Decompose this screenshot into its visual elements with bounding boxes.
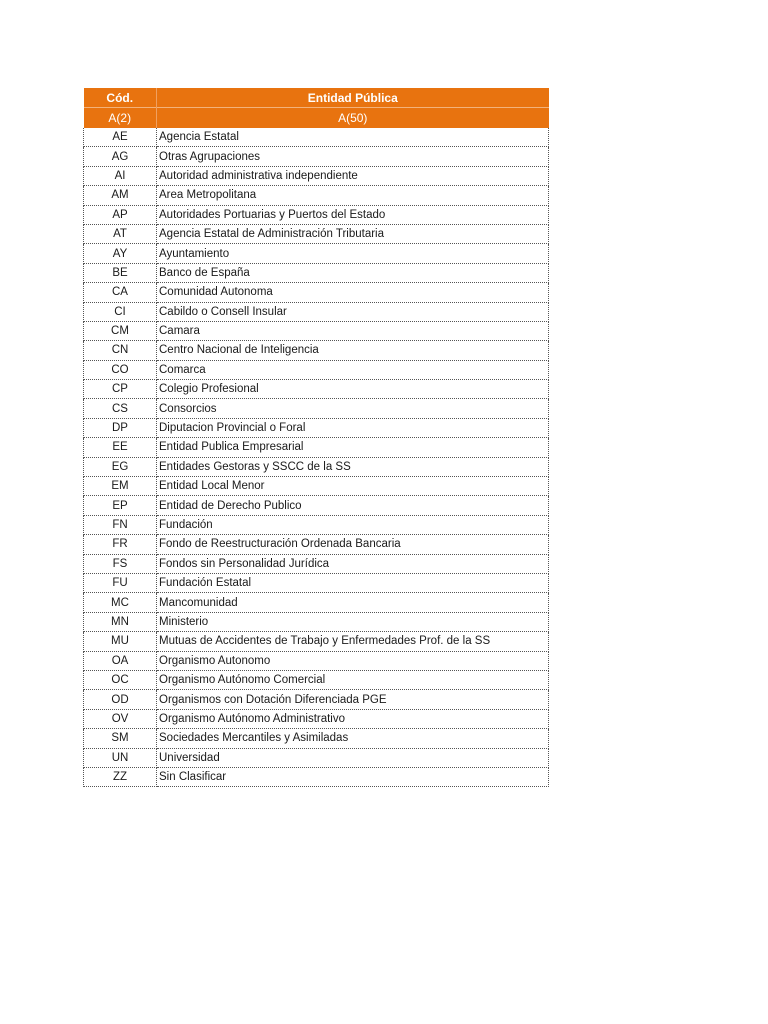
row-code-cell: AI — [84, 166, 157, 185]
row-code-cell: MN — [84, 612, 157, 631]
row-name-cell: Ministerio — [157, 612, 549, 631]
row-name-cell: Camara — [157, 321, 549, 340]
table-row — [84, 767, 549, 786]
row-name-cell: Entidades Gestoras y SSCC de la SS — [157, 457, 549, 476]
row-code-cell: AT — [84, 224, 157, 243]
table-row — [84, 690, 549, 709]
row-name-cell: Centro Nacional de Inteligencia — [157, 341, 549, 360]
table-row — [84, 612, 549, 631]
table-row — [84, 515, 549, 534]
table-row — [84, 438, 549, 457]
row-code-cell: CS — [84, 399, 157, 418]
row-code-cell: CP — [84, 380, 157, 399]
table-row — [84, 166, 549, 185]
table-row — [84, 244, 549, 263]
row-code-cell: FN — [84, 515, 157, 534]
table-row — [84, 651, 549, 670]
row-name-cell: Fondo de Reestructuración Ordenada Bancaria — [157, 535, 549, 554]
row-name-cell: Entidad Local Menor — [157, 477, 549, 496]
row-name-cell: Organismos con Dotación Diferenciada PGE — [157, 690, 549, 709]
table-row — [84, 748, 549, 767]
row-name-cell: Entidad de Derecho Publico — [157, 496, 549, 515]
subheader-row — [84, 108, 549, 129]
row-code-cell: UN — [84, 748, 157, 767]
table-row — [84, 360, 549, 379]
table-row — [84, 632, 549, 651]
row-name-cell: Agencia Estatal — [157, 128, 549, 147]
table-row — [84, 477, 549, 496]
row-code-cell: AE — [84, 128, 157, 147]
row-code-cell: DP — [84, 418, 157, 437]
table-row — [84, 321, 549, 340]
row-name-cell: Autoridad administrativa independiente — [157, 166, 549, 185]
table-row — [84, 573, 549, 592]
row-name-cell: Mancomunidad — [157, 593, 549, 612]
row-code-cell: EG — [84, 457, 157, 476]
entity-code-table-container — [83, 88, 548, 787]
header-name: Entidad Pública — [157, 88, 549, 108]
row-name-cell: Agencia Estatal de Administración Tributaria — [157, 224, 549, 243]
row-name-cell: Sin Clasificar — [157, 767, 549, 786]
table-header — [84, 88, 549, 128]
row-code-cell: MU — [84, 632, 157, 651]
table-row — [84, 593, 549, 612]
row-name-cell: Organismo Autónomo Administrativo — [157, 709, 549, 728]
row-name-cell: Fundación — [157, 515, 549, 534]
row-name-cell: Otras Agrupaciones — [157, 147, 549, 166]
table-body — [84, 128, 549, 787]
table-row — [84, 128, 549, 147]
table-row — [84, 729, 549, 748]
row-code-cell: OV — [84, 709, 157, 728]
row-name-cell: Consorcios — [157, 399, 549, 418]
row-name-cell: Colegio Profesional — [157, 380, 549, 399]
row-name-cell: Sociedades Mercantiles y Asimiladas — [157, 729, 549, 748]
row-name-cell: Cabildo o Consell Insular — [157, 302, 549, 321]
row-code-cell: AG — [84, 147, 157, 166]
row-code-cell: OD — [84, 690, 157, 709]
row-code-cell: FR — [84, 535, 157, 554]
row-code-cell: AM — [84, 186, 157, 205]
row-code-cell: AP — [84, 205, 157, 224]
row-name-cell: Universidad — [157, 748, 549, 767]
table-row — [84, 670, 549, 689]
table-row — [84, 186, 549, 205]
table-row — [84, 418, 549, 437]
table-row — [84, 496, 549, 515]
row-code-cell: AY — [84, 244, 157, 263]
entity-code-table — [83, 88, 549, 787]
row-code-cell: FS — [84, 554, 157, 573]
row-code-cell: CM — [84, 321, 157, 340]
row-name-cell: Organismo Autónomo Comercial — [157, 670, 549, 689]
table-row — [84, 302, 549, 321]
row-name-cell: Banco de España — [157, 263, 549, 282]
row-code-cell: FU — [84, 573, 157, 592]
row-code-cell: CO — [84, 360, 157, 379]
row-name-cell: Entidad Publica Empresarial — [157, 438, 549, 457]
table-row — [84, 380, 549, 399]
row-name-cell: Comunidad Autonoma — [157, 283, 549, 302]
row-code-cell: OA — [84, 651, 157, 670]
table-row — [84, 709, 549, 728]
row-name-cell: Fondos sin Personalidad Jurídica — [157, 554, 549, 573]
table-row — [84, 224, 549, 243]
row-name-cell: Comarca — [157, 360, 549, 379]
row-code-cell: SM — [84, 729, 157, 748]
row-code-cell: EP — [84, 496, 157, 515]
header-code: Cód. — [84, 88, 157, 108]
row-name-cell: Fundación Estatal — [157, 573, 549, 592]
subheader-code-format: A(2) — [84, 108, 157, 129]
row-name-cell: Autoridades Portuarias y Puertos del Estado — [157, 205, 549, 224]
row-name-cell: Ayuntamiento — [157, 244, 549, 263]
table-row — [84, 399, 549, 418]
row-code-cell: ZZ — [84, 767, 157, 786]
header-row — [84, 88, 549, 108]
table-row — [84, 554, 549, 573]
row-code-cell: CA — [84, 283, 157, 302]
row-code-cell: CN — [84, 341, 157, 360]
table-row — [84, 283, 549, 302]
row-name-cell: Organismo Autonomo — [157, 651, 549, 670]
table-row — [84, 341, 549, 360]
table-row — [84, 147, 549, 166]
row-code-cell: MC — [84, 593, 157, 612]
table-row — [84, 263, 549, 282]
row-code-cell: EM — [84, 477, 157, 496]
row-name-cell: Mutuas de Accidentes de Trabajo y Enfermedades Prof. de la SS — [157, 632, 549, 651]
table-row — [84, 457, 549, 476]
row-code-cell: CI — [84, 302, 157, 321]
table-row — [84, 535, 549, 554]
row-name-cell: Area Metropolitana — [157, 186, 549, 205]
row-code-cell: BE — [84, 263, 157, 282]
table-row — [84, 205, 549, 224]
row-code-cell: EE — [84, 438, 157, 457]
row-code-cell: OC — [84, 670, 157, 689]
row-name-cell: Diputacion Provincial o Foral — [157, 418, 549, 437]
subheader-name-format: A(50) — [157, 108, 549, 129]
